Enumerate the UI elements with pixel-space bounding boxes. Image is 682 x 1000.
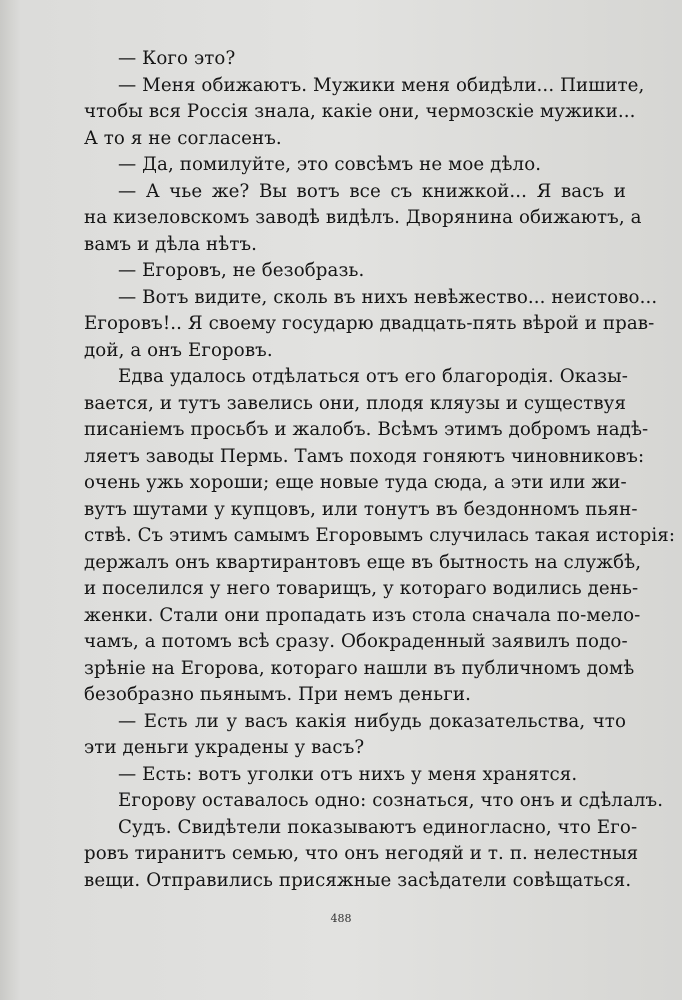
text-line: — Кого это? <box>118 48 236 69</box>
text-line: писаніемъ просьбъ и жалобъ. Всѣмъ этимъ добромъ надѣ- <box>84 419 649 440</box>
text-line: зрѣніе на Егорова, котораго нашли въ публичномъ домѣ <box>84 657 635 679</box>
text-line: А то я не согласенъ. <box>84 127 282 149</box>
text-line: — Меня обижаютъ. Мужики меня обидѣли... Пишите, <box>118 74 645 96</box>
text-line: вещи. Отправились присяжные засѣдатели совѣщаться. <box>84 869 632 891</box>
text-line: чамъ, а потомъ всѣ сразу. Обокраденный заявилъ подо- <box>84 631 628 652</box>
text-line: эти деньги украдены у васъ? <box>84 737 365 758</box>
text-line: ровъ тиранитъ семью, что онъ негодяй и т. п. нелестныя <box>84 843 639 864</box>
paragraph <box>84 762 626 789</box>
paragraph <box>84 815 639 895</box>
body-text <box>84 46 676 894</box>
text-line: безобразно пьянымъ. При немъ деньги. <box>84 684 471 705</box>
paragraph <box>84 46 626 73</box>
text-line: — Есть ли у васъ какія нибудь доказательства, что <box>118 710 626 732</box>
text-line: и поселился у него товарищъ, у котораго водились день- <box>84 578 639 599</box>
text-line: — А чье же? Вы вотъ все съ книжкой... Я васъ и <box>118 180 626 202</box>
text-line: ляетъ заводы Пермь. Тамъ походя гоняютъ чиновниковъ: <box>84 445 645 467</box>
text-line: на кизеловскомъ заводѣ видѣлъ. Дворянина обижаютъ, а <box>84 207 642 228</box>
text-line: вается, и тутъ завелись они, плодя кляузы и существуя <box>84 392 627 414</box>
text-line: женки. Стали они пропадать изъ стола сначала по-мело- <box>84 604 641 626</box>
text-line: — Да, помилуйте, это совсѣмъ не мое дѣло. <box>118 154 542 175</box>
text-line: вутъ шутами у купцовъ, или тонутъ въ бездонномъ пьян- <box>84 498 638 520</box>
text-line: Егорову оставалось одно: сознаться, что онъ и сдѣлалъ. <box>118 790 664 811</box>
paragraph <box>84 179 642 259</box>
text-line: Судъ. Свидѣтели показываютъ единогласно, что Его- <box>118 816 638 838</box>
text-line: держалъ онъ квартирантовъ еще въ бытность на службѣ, <box>84 551 642 573</box>
paragraph <box>84 364 676 709</box>
paragraph <box>84 788 664 815</box>
text-line: ствѣ. Съ этимъ самымъ Егоровымъ случилась такая исторія: <box>84 525 676 546</box>
text-line: чтобы вся Россія знала, какіе они, чермозскіе мужики... <box>84 101 636 122</box>
text-line: очень ужь хороши; еще новые туда сюда, а эти или жи- <box>84 472 627 493</box>
paragraph <box>84 709 626 762</box>
paragraph <box>84 73 645 153</box>
text-line: вамъ и дѣла нѣтъ. <box>84 233 258 255</box>
paragraph <box>84 152 626 179</box>
text-line: Едва удалось отдѣлаться отъ его благородія. Оказы- <box>118 366 628 387</box>
text-line: — Есть: вотъ уголки отъ нихъ у меня хранятся. <box>118 763 578 785</box>
text-line: — Вотъ видите, сколь въ нихъ невѣжество... неистово... <box>118 286 658 308</box>
text-line: — Егоровъ, не безобразь. <box>118 260 365 281</box>
paragraph <box>84 258 626 285</box>
page-number: 488 <box>330 912 352 925</box>
paragraph <box>84 285 658 365</box>
text-line: дой, а онъ Егоровъ. <box>84 339 273 361</box>
text-line: Егоровъ!.. Я своему государю двадцать-пять вѣрой и прав- <box>84 313 655 334</box>
